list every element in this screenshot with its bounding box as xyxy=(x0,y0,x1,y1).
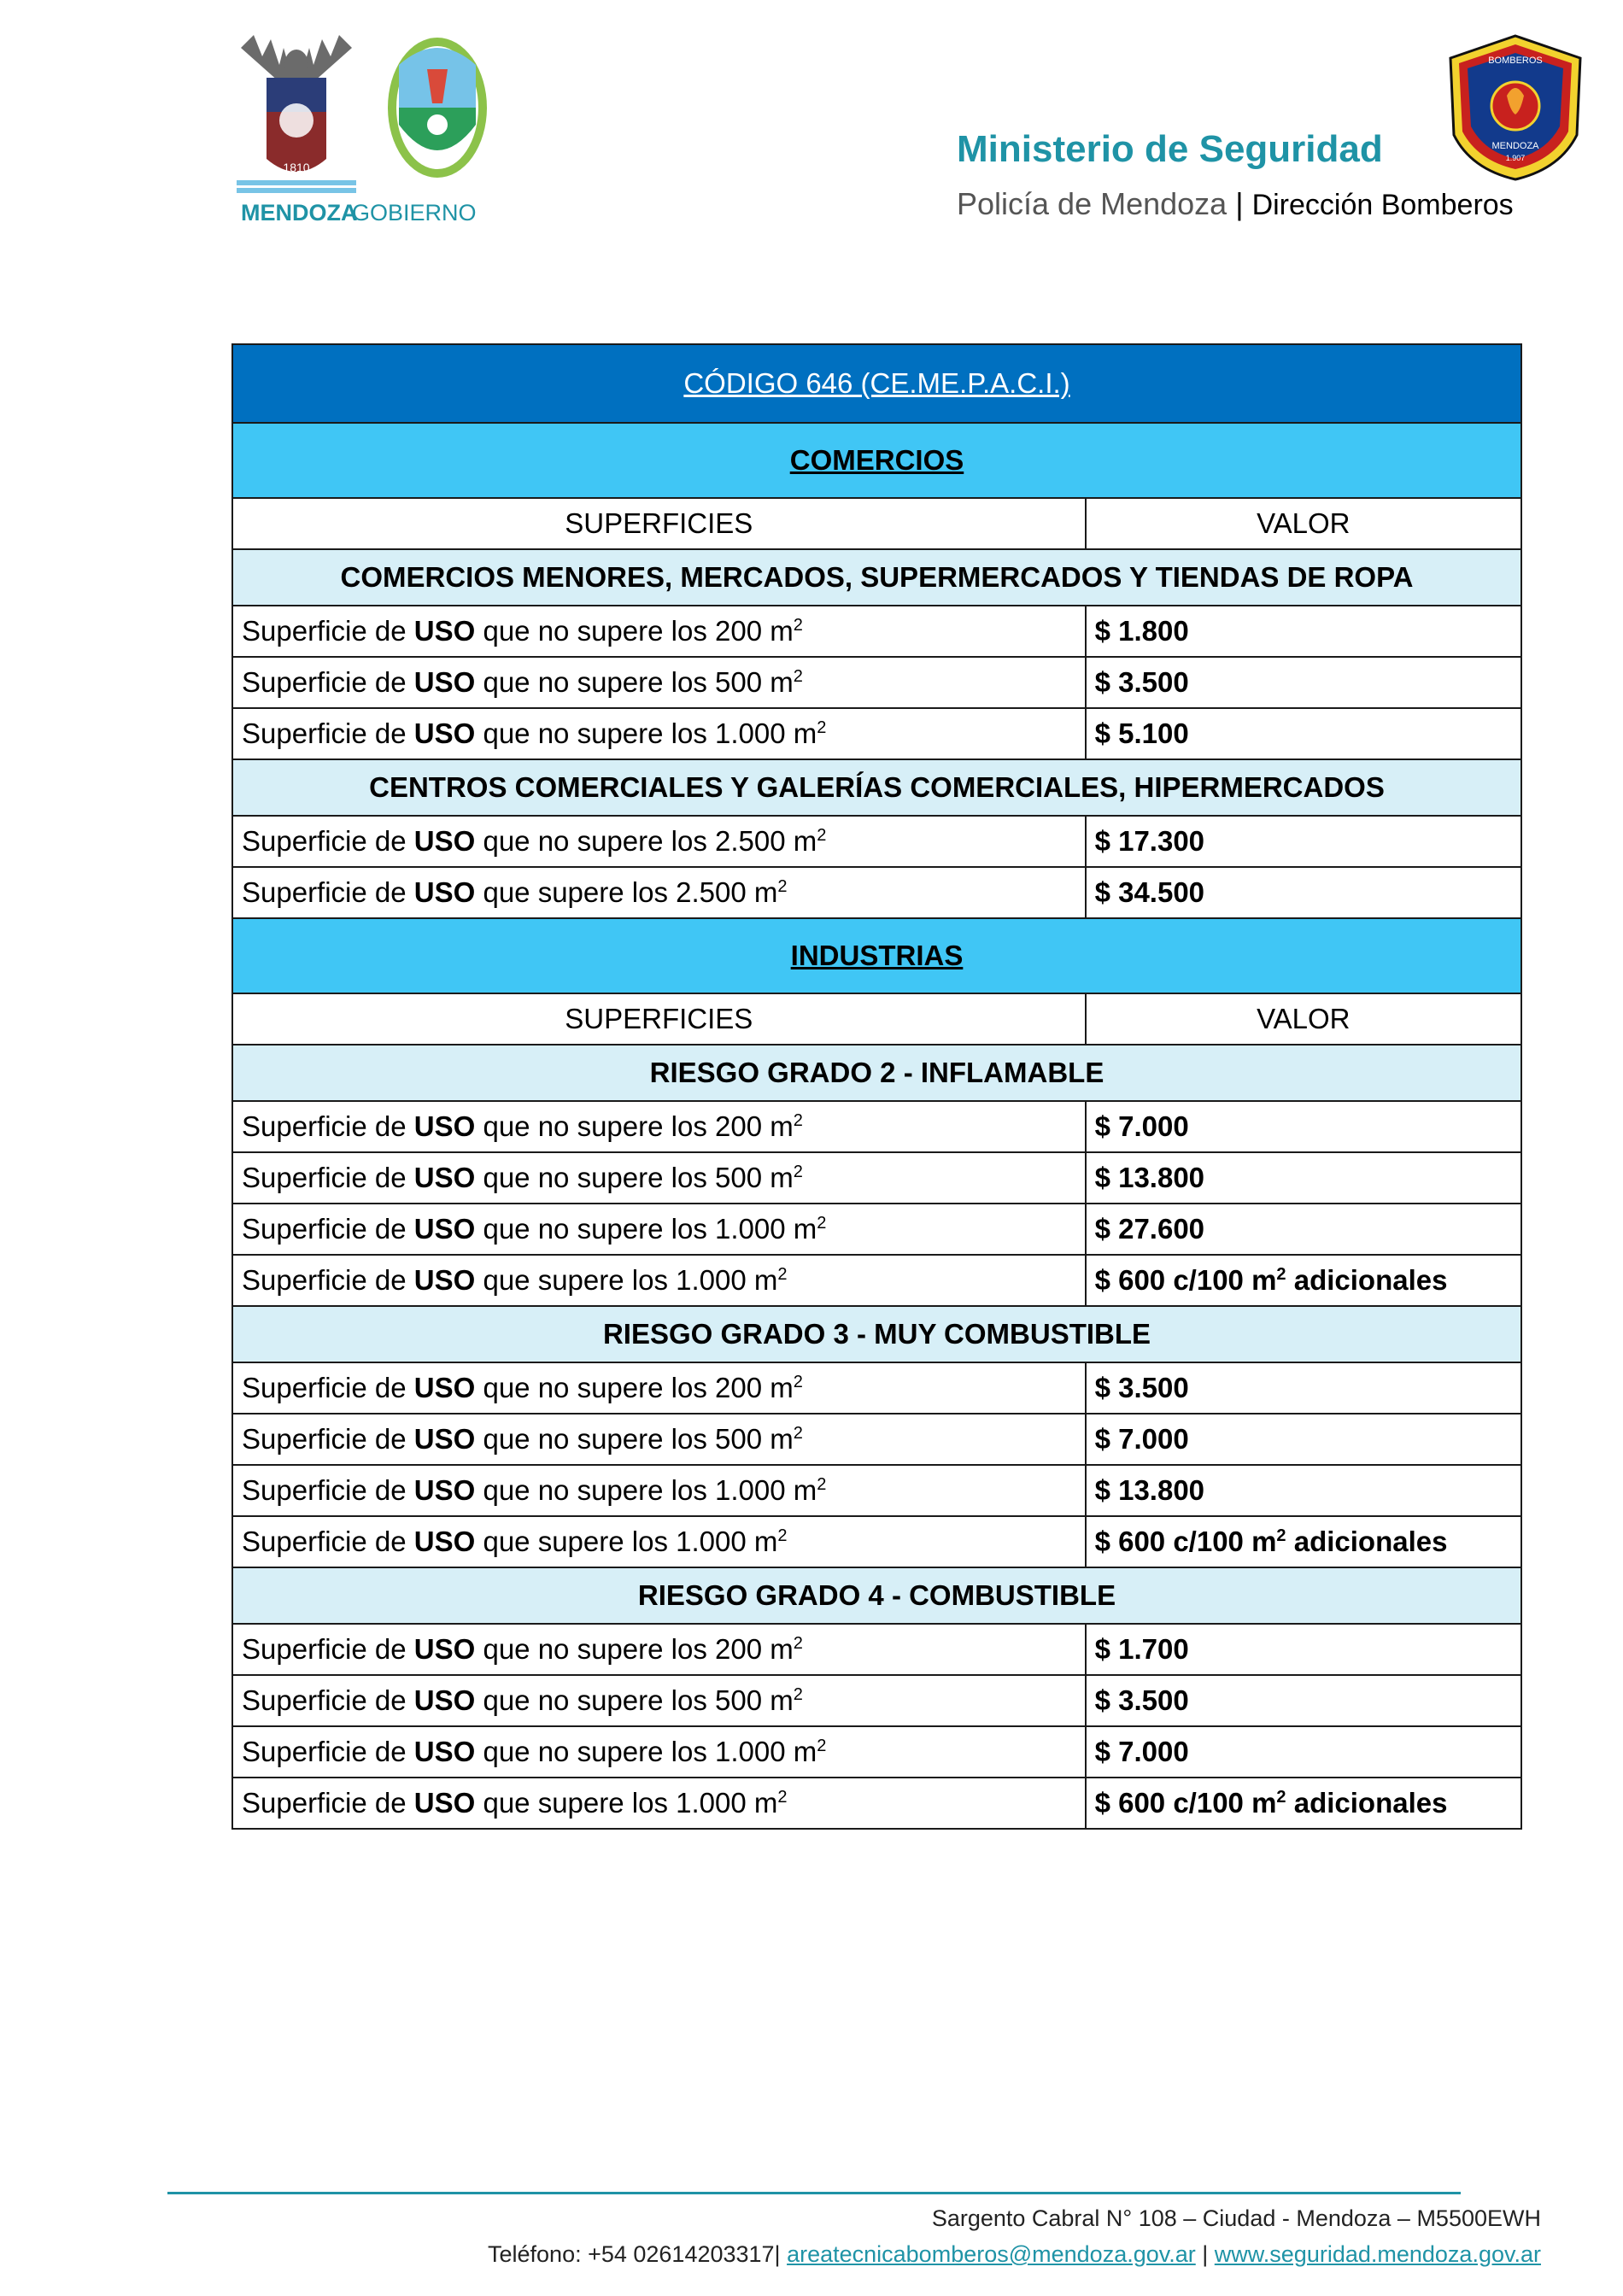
surface-unit-exp: 2 xyxy=(777,1788,788,1807)
header-subtitle xyxy=(957,186,1514,222)
footer-divider xyxy=(167,2192,1461,2194)
surface-post: que no supere los 1.000 m xyxy=(475,1474,817,1506)
value-amount: $ 600 c/100 m xyxy=(1094,1787,1277,1819)
surface-pre: Superficie de xyxy=(242,718,414,749)
column-header-row xyxy=(232,498,1521,549)
section-title: COMERCIOS xyxy=(789,444,964,476)
footer-phone: Teléfono: +54 02614203317| xyxy=(488,2241,788,2267)
value-suffix: adicionales xyxy=(1286,1526,1448,1557)
value-cell xyxy=(1086,1204,1521,1255)
surface-post: que no supere los 1.000 m xyxy=(475,1736,817,1767)
category-title: COMERCIOS MENORES, MERCADOS, SUPERMERCADOS Y TIENDAS DE ROPA xyxy=(232,549,1521,606)
value-amount: $ 3.500 xyxy=(1094,666,1189,698)
value-cell xyxy=(1086,1465,1521,1516)
badge-year: 1.907 xyxy=(1505,154,1526,162)
value-amount: $ 7.000 xyxy=(1094,1110,1189,1142)
surface-post: que no supere los 2.500 m xyxy=(475,825,817,857)
surface-post: que no supere los 200 m xyxy=(475,1633,794,1665)
value-cell xyxy=(1086,1255,1521,1306)
surface-cell xyxy=(232,606,1086,657)
section-row xyxy=(232,423,1521,498)
surface-unit-exp: 2 xyxy=(777,1265,788,1284)
surface-cell xyxy=(232,1101,1086,1152)
table-row xyxy=(232,1675,1521,1726)
surface-cell xyxy=(232,1726,1086,1778)
surface-bold: USO xyxy=(413,1110,476,1142)
value-suffix: adicionales xyxy=(1286,1787,1448,1819)
surface-bold: USO xyxy=(413,876,476,908)
surface-unit-exp: 2 xyxy=(793,1424,803,1443)
surface-unit-exp: 2 xyxy=(793,1685,803,1704)
surface-bold: USO xyxy=(413,1213,476,1245)
surface-post: que no supere los 200 m xyxy=(475,1110,794,1142)
value-unit-exp: 2 xyxy=(1276,1526,1286,1545)
surface-pre: Superficie de xyxy=(242,825,414,857)
section-row xyxy=(232,918,1521,993)
surface-pre: Superficie de xyxy=(242,1736,414,1767)
surface-cell xyxy=(232,1624,1086,1675)
shield-year: 1810 xyxy=(283,161,310,174)
surface-bold: USO xyxy=(413,1162,476,1193)
table-row xyxy=(232,1101,1521,1152)
surface-pre: Superficie de xyxy=(242,1162,414,1193)
table-title-cell xyxy=(232,344,1521,423)
category-title: RIESGO GRADO 2 - INFLAMABLE xyxy=(232,1045,1521,1101)
col-header-valor: VALOR xyxy=(1086,993,1521,1045)
col-header-superficies: SUPERFICIES xyxy=(232,993,1086,1045)
value-cell xyxy=(1086,657,1521,708)
direction-label: Dirección Bomberos xyxy=(1251,189,1514,221)
surface-post: que supere los 1.000 m xyxy=(475,1526,778,1557)
surface-pre: Superficie de xyxy=(242,876,414,908)
category-row xyxy=(232,759,1521,816)
surface-unit-exp: 2 xyxy=(777,1526,788,1545)
surface-pre: Superficie de xyxy=(242,1423,414,1455)
surface-cell xyxy=(232,1362,1086,1414)
surface-unit-exp: 2 xyxy=(793,1373,803,1391)
surface-bold: USO xyxy=(413,1787,476,1819)
value-amount: $ 17.300 xyxy=(1094,825,1205,857)
surface-post: que no supere los 1.000 m xyxy=(475,718,817,749)
table-title-row xyxy=(232,344,1521,423)
header-separator: | xyxy=(1227,186,1252,221)
section-cell xyxy=(232,423,1521,498)
value-cell xyxy=(1086,1675,1521,1726)
surface-unit-exp: 2 xyxy=(793,667,803,686)
category-row xyxy=(232,1306,1521,1362)
value-amount: $ 1.800 xyxy=(1094,615,1189,647)
table-row xyxy=(232,816,1521,867)
surface-bold: USO xyxy=(413,615,476,647)
value-cell xyxy=(1086,606,1521,657)
surface-post: que no supere los 500 m xyxy=(475,1684,794,1716)
value-amount: $ 600 c/100 m xyxy=(1094,1526,1277,1557)
surface-unit-exp: 2 xyxy=(793,1111,803,1130)
col-header-valor: VALOR xyxy=(1086,498,1521,549)
surface-pre: Superficie de xyxy=(242,1213,414,1245)
value-cell xyxy=(1086,1414,1521,1465)
surface-unit-exp: 2 xyxy=(777,877,788,896)
police-label: Policía de Mendoza xyxy=(957,186,1228,221)
value-amount: $ 7.000 xyxy=(1094,1736,1189,1767)
surface-cell xyxy=(232,1675,1086,1726)
surface-post: que supere los 1.000 m xyxy=(475,1264,778,1296)
footer-separator: | xyxy=(1195,2241,1215,2267)
surface-pre: Superficie de xyxy=(242,1474,414,1506)
surface-post: que no supere los 200 m xyxy=(475,615,794,647)
surface-cell xyxy=(232,1414,1086,1465)
value-amount: $ 34.500 xyxy=(1094,876,1205,908)
value-cell xyxy=(1086,1516,1521,1567)
surface-bold: USO xyxy=(413,1264,476,1296)
table-row xyxy=(232,1778,1521,1829)
value-cell xyxy=(1086,1152,1521,1204)
surface-pre: Superficie de xyxy=(242,1787,414,1819)
surface-post: que supere los 2.500 m xyxy=(475,876,778,908)
surface-post: que no supere los 500 m xyxy=(475,1423,794,1455)
surface-cell xyxy=(232,1778,1086,1829)
footer-email-link[interactable]: areatecnicabomberos@mendoza.gov.ar xyxy=(787,2241,1196,2267)
surface-bold: USO xyxy=(413,1684,476,1716)
value-amount: $ 600 c/100 m xyxy=(1094,1264,1277,1296)
value-suffix: adicionales xyxy=(1286,1264,1448,1296)
value-cell xyxy=(1086,1726,1521,1778)
surface-cell xyxy=(232,867,1086,918)
value-amount: $ 13.800 xyxy=(1094,1474,1205,1506)
surface-pre: Superficie de xyxy=(242,1264,414,1296)
surface-pre: Superficie de xyxy=(242,1633,414,1665)
value-amount: $ 1.700 xyxy=(1094,1633,1189,1665)
value-cell xyxy=(1086,1362,1521,1414)
value-cell xyxy=(1086,1778,1521,1829)
footer-web-link[interactable]: www.seguridad.mendoza.gov.ar xyxy=(1214,2241,1541,2267)
surface-cell xyxy=(232,1255,1086,1306)
surface-bold: USO xyxy=(413,718,476,749)
table-row xyxy=(232,657,1521,708)
table-row xyxy=(232,1726,1521,1778)
surface-unit-exp: 2 xyxy=(793,1634,803,1653)
logo-word-gobierno: GOBIERNO xyxy=(352,200,477,226)
table-row xyxy=(232,1624,1521,1675)
table-row xyxy=(232,1414,1521,1465)
category-row xyxy=(232,1567,1521,1624)
surface-pre: Superficie de xyxy=(242,615,414,647)
surface-bold: USO xyxy=(413,1474,476,1506)
surface-bold: USO xyxy=(413,1372,476,1403)
surface-pre: Superficie de xyxy=(242,1684,414,1716)
table-row xyxy=(232,606,1521,657)
category-title: CENTROS COMERCIALES Y GALERÍAS COMERCIALES, HIPERMERCADOS xyxy=(232,759,1521,816)
logo-word-mendoza: MENDOZA xyxy=(241,200,358,226)
table-row xyxy=(232,1516,1521,1567)
surface-post: que no supere los 500 m xyxy=(475,666,794,698)
value-cell xyxy=(1086,1101,1521,1152)
column-header-row xyxy=(232,993,1521,1045)
section-cell xyxy=(232,918,1521,993)
table-row xyxy=(232,867,1521,918)
value-amount: $ 3.500 xyxy=(1094,1684,1189,1716)
category-row xyxy=(232,1045,1521,1101)
value-cell xyxy=(1086,708,1521,759)
mendoza-gobierno-logo xyxy=(232,31,506,227)
value-unit-exp: 2 xyxy=(1276,1788,1286,1807)
value-cell xyxy=(1086,816,1521,867)
value-cell xyxy=(1086,867,1521,918)
value-cell xyxy=(1086,1624,1521,1675)
table-title: CÓDIGO 646 (CE.ME.P.A.C.I.) xyxy=(683,367,1070,399)
table-row xyxy=(232,1465,1521,1516)
surface-pre: Superficie de xyxy=(242,1110,414,1142)
surface-cell xyxy=(232,816,1086,867)
ministry-title: Ministerio de Seguridad xyxy=(957,128,1383,170)
value-amount: $ 13.800 xyxy=(1094,1162,1205,1193)
value-unit-exp: 2 xyxy=(1276,1265,1286,1284)
surface-unit-exp: 2 xyxy=(793,616,803,635)
surface-post: que no supere los 1.000 m xyxy=(475,1213,817,1245)
value-amount: $ 3.500 xyxy=(1094,1372,1189,1403)
surface-unit-exp: 2 xyxy=(817,1214,827,1233)
surface-bold: USO xyxy=(413,666,476,698)
surface-bold: USO xyxy=(413,1736,476,1767)
badge-bottom-text: MENDOZA xyxy=(1491,141,1539,151)
value-amount: $ 27.600 xyxy=(1094,1213,1205,1245)
surface-pre: Superficie de xyxy=(242,1526,414,1557)
surface-cell xyxy=(232,708,1086,759)
surface-bold: USO xyxy=(413,1423,476,1455)
table-row xyxy=(232,708,1521,759)
firefighter-badge-icon xyxy=(1440,32,1591,183)
surface-unit-exp: 2 xyxy=(817,1737,827,1755)
surface-unit-exp: 2 xyxy=(817,718,827,737)
table-row xyxy=(232,1362,1521,1414)
tariff-table xyxy=(231,343,1522,1830)
surface-post: que supere los 1.000 m xyxy=(475,1787,778,1819)
table-row xyxy=(232,1255,1521,1306)
surface-bold: USO xyxy=(413,1526,476,1557)
surface-cell xyxy=(232,1152,1086,1204)
badge-top-text: BOMBEROS xyxy=(1488,56,1543,66)
category-row xyxy=(232,549,1521,606)
section-title: INDUSTRIAS xyxy=(790,940,964,971)
surface-bold: USO xyxy=(413,1633,476,1665)
surface-pre: Superficie de xyxy=(242,1372,414,1403)
col-header-superficies: SUPERFICIES xyxy=(232,498,1086,549)
surface-bold: USO xyxy=(413,825,476,857)
footer-address: Sargento Cabral N° 108 – Ciudad - Mendoza – M5500EWH xyxy=(931,2205,1541,2231)
surface-post: que no supere los 200 m xyxy=(475,1372,794,1403)
surface-cell xyxy=(232,657,1086,708)
category-title: RIESGO GRADO 4 - COMBUSTIBLE xyxy=(232,1567,1521,1624)
surface-pre: Superficie de xyxy=(242,666,414,698)
surface-unit-exp: 2 xyxy=(817,826,827,845)
surface-post: que no supere los 500 m xyxy=(475,1162,794,1193)
table-row xyxy=(232,1152,1521,1204)
value-amount: $ 7.000 xyxy=(1094,1423,1189,1455)
surface-cell xyxy=(232,1465,1086,1516)
category-title: RIESGO GRADO 3 - MUY COMBUSTIBLE xyxy=(232,1306,1521,1362)
surface-unit-exp: 2 xyxy=(793,1163,803,1181)
footer-contact xyxy=(488,2241,1541,2268)
table-row xyxy=(232,1204,1521,1255)
surface-unit-exp: 2 xyxy=(817,1475,827,1494)
surface-cell xyxy=(232,1204,1086,1255)
value-amount: $ 5.100 xyxy=(1094,718,1189,749)
surface-cell xyxy=(232,1516,1086,1567)
